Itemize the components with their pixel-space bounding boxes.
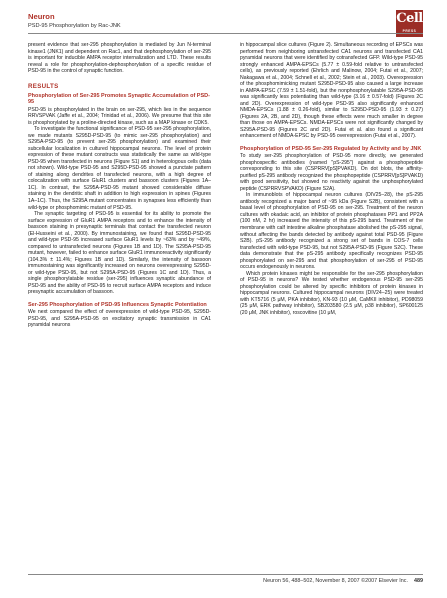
journal-name: Neuron (28, 12, 55, 21)
citation: Neuron 56, 488–502, November 8, 2007 ©2007 Elsevier Inc. (263, 578, 408, 584)
paragraph: The synaptic targeting of PSD-95 is essential for its ability to promote the surface expression of GluR1 AMPA receptors and to enhance the intensity of bassoon staining in presynaptic terminals that contact the transfected neuron (El-Husseini et al., 2000). By immunostaining, we found that S295D-PSD-95 and wild-type PSD-95 increased surface GluR1 levels by ~63% and by ~49%, compared to untransfected neurons (Figures 1B and 1D). The S295A-PSD-95 mutant, however, failed to enhance surface GluR1 immunoreactivity significantly (104.3% ± 11.4%; Figures 1B and 1D). Similarly, the intensity of bassoon immunostaining was significantly increased on neurons overexpressing S295D- or wild-type PSD-95, but not S295A-PSD-95 (Figures 1C and 1D). Thus, a single phosphorylatable residue (ser-295) influences synaptic abundance of PSD-95 and the ability of PSD-95 to recruit surface AMPA receptors and induce presynaptic accumulation of bassoon. (28, 211, 211, 296)
page-footer (263, 578, 423, 584)
paragraph: in hippocampal slice cultures (Figure 2). Simultaneous recording of EPSCs was performed from neighboring untransfected CA1 neurons and transfected CA1 pyramidal neurons that were identified by cotransfected GFP. Wild-type PSD-95 strongly enhanced AMPA-EPSCs (5.77 ± 0.59-fold relative to untransfected cells), as previously reported (Ehrlich and Malinow, 2004; Futai et al., 2007; Nakagawa et al., 2004; Schnell et al., 2002; Stein et al., 2003). Overexpression of the phosphomimicking mutant S295D-PSD-95 also caused a large increase in AMPA-EPSC (7.59 ± 1.51-fold), but the nonphosphorylatable S295A-PSD-95 was significantly less potentiating than wild-type (3.16 ± 0.57-fold) (Figures 2C and 2D). Overexpression of wild-type PSD-95 also significantly enhanced NMDA-EPSCs (1.88 ± 0.26-fold), similar to S295D-PSD-95 (1.93 ± 0.27) (Figures 2A, 2B, and 2D), though these effects were much smaller in degree than those on AMPA-EPSCs. NMDA-EPSCs were not significantly changed by S295A-PSD-95 (Figures 2C and 2D). Futai et al. also found a significant enhancement of NMDA-EPSC by PSD-95 overexpression (Futai et al., 2007). (240, 42, 423, 140)
subsection-heading: Ser-295 Phosphorylation of PSD-95 Influences Synaptic Potentiation (28, 301, 207, 308)
subsection-heading: Phosphorylation of Ser-295 Promotes Synaptic Accumulation of PSD-95 (28, 92, 210, 106)
running-title: PSD-95 Phosphorylation by Rac-JNK (28, 23, 121, 29)
paragraph: To study ser-295 phosphorylation of PSD-95 more directly, we generated phosphospecific antibodies (named "pS-295") against a phosphopeptide corresponding to this site (CSPRRV[pS]PVAKD). On dot blots, the affinity-purified pS-295 antibody recognized the phosphopeptide (CSPRRV[pS]PVAKD) with good sensitivity, but showed no reactivity against the unphosphorylated peptide (CSPRRVSPVAKD) (Figure S2A). (240, 153, 423, 192)
right-column (240, 42, 423, 316)
left-column (28, 42, 211, 329)
logo-text: Cell (396, 11, 423, 26)
page-header (28, 12, 423, 42)
paragraph: PSD-95 is phosphorylated in the brain on ser-295, which lies in the sequence RRVSPVAK (Jaffe et al., 2004; Trinidad et al., 2006). We presume that this site is phosphorylated by a proline-directed kinase, such as a MAP kinase or CDK5. (28, 106, 211, 126)
subsection-heading: Phosphorylation of PSD-95 Ser-295 Regulated by Activity and by JNK (240, 145, 422, 152)
paragraph: Which protein kinases might be responsible for the ser-295 phosphorylation of PSD-95 in neurons? We tested whether endogenous PSD-95 ser-295 phosphorylation could be altered by specific inhibitors of protein kinases in hippocampal neurons. Cultured hippocampal neurons (DIV24–25) were treated with KT5716 (5 μM, PKA inhibitor), KN-93 (10 μM, CaMKII inhibitor), PD98059 (25 μM, ERK pathway inhibitor), SB203580 (2.5 μM, p38 inhibitor), SP600125 (20 μM, JNK inhibitor), roscovitine (10 μM, (240, 270, 423, 316)
paragraph: present evidence that ser-295 phosphorylation is mediated by Jun N-terminal kinase1 (JNK1) and dependent on Rac1, and that dephosphorylation of ser-295 is important for inducible AMPA receptor internalization and LTD. These results reveal a role for phosphorylation-dephosphorylation of a specific residue of PSD-95 in the control of synaptic function. (28, 42, 211, 75)
header-divider (28, 33, 423, 34)
paragraph: To investigate the functional significance of PSD-95 ser-295 phosphorylation, we made mutants S295D-PSD-95 (to mimic ser-295 phosphorylation) and S295A-PSD-95 (to prevent ser-295 phosphorylation) and examined their subcellular localization in cultured hippocampal neurons. The level of protein expression of these mutant constructs was statistically the same as wild-type PSD-95 when transfected in neurons (Figure S1) and in heterologous cells (data not shown). Wild-type PSD-95 and S295D-PSD-95 showed a punctate pattern of staining along dendrites of transfected neurons, with a high degree of colocalization with surface GluR1 clusters and bassoon clusters (Figures 1A–1C). In contrast, the S295A-PSD-95 mutant showed considerable diffuse staining in the dendritic shaft in addition to high expression in spines (Figures 1A–1C). Thus, the S295A mutant concentrates in synapses less efficiently than wild-type or phosphomimic mutant of PSD-95. (28, 126, 211, 211)
section-heading-results: RESULTS (28, 82, 59, 90)
footer-divider (28, 574, 423, 575)
paragraph: We next compared the effect of overexpression of wild-type PSD-95, S295D-PSD-95, and S295A-PSD-95 on excitatory synaptic transmission in CA1 pyramidal neurons (28, 309, 211, 329)
logo-subtext: PRESS (402, 29, 417, 33)
paragraph: In immunoblots of hippocampal neuron cultures (DIV25–28), the pS-295 antibody recognized a major band of ~95 kDa (Figure S2B), consistent with a basal level of phosphorylation of PSD-95 on ser-295. Treatment of the neuron cultures with okadaic acid, an inhibitor of protein phosphatases PP1 and PP2A (100 nM, 2 hr) increased the intensity of this pS-295 band. Treatment of the membrane with calf intestine alkaline phosphatase abolished the pS-295 signal, without affecting the bands detected by antibody against total PSD-95 (Figure S2B). pS-295 antibody recognized a strong set of bands in COS-7 cells transfected with wild-type PSD-95, but not S295A-PSD-95 (Figure S2C). These data demonstrate that the pS-295 antibody specifically recognizes PSD-95 phosphorylated on ser-295 and that phosphorylation of ser-295 of PSD-95 occurs endogenously in neurons. (240, 192, 423, 271)
page-number: 489 (414, 578, 423, 584)
